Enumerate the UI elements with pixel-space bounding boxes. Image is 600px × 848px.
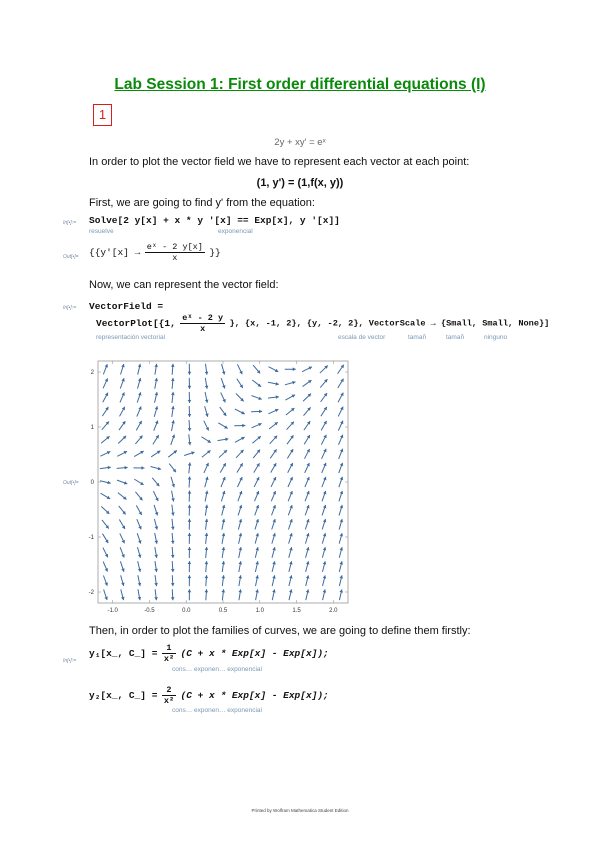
in-label-2: In[•]:= (63, 305, 77, 311)
solve-output-left: {{y'[x] → (89, 247, 141, 258)
y2-fraction (162, 685, 176, 706)
solve-output-den: x (172, 253, 178, 263)
y1-den: x² (163, 654, 175, 664)
vectorplot-frac-den: x (200, 324, 206, 334)
x-tick-label: -1.0 (107, 608, 118, 614)
x-tick-label: 0.0 (182, 608, 191, 614)
page-title: Lab Session 1: First order differential equations (I) (114, 76, 486, 93)
y2-hints: cons… exponen… exponencial (172, 707, 262, 714)
y1-rhs: (C + x * Exp[x] - Exp[x]); (180, 648, 329, 659)
x-tick-label: -0.5 (144, 608, 155, 614)
y-tick-label: -2 (88, 590, 94, 596)
solve-output-fraction (145, 242, 205, 263)
solve-output-num: eˣ - 2 y[x] (146, 242, 203, 252)
vp-hint-size-1: tamañ (408, 334, 427, 341)
text-find-y-prime: First, we are going to find y' from the equation: (89, 197, 315, 209)
main-equation: 2y + xy' = eˣ (274, 137, 326, 148)
y-tick-label: 1 (90, 425, 94, 431)
solve-input-cell[interactable]: Solve[2 y[x] + x * y '[x] == Exp[x], y '[x]] (89, 215, 340, 226)
out-label: Out[•]= (63, 254, 79, 260)
y2-lhs: y₂[x_, C_] = (89, 690, 158, 701)
vector-equation: (1, y') = (1,f(x, y)) (256, 177, 344, 189)
solve-hint: resuelve (89, 228, 114, 235)
section-number-box: 1 (93, 104, 112, 126)
y1-lhs: y₁[x_, C_] = (89, 648, 158, 659)
x-tick-label: 1.0 (255, 608, 264, 614)
text-vector-field-intro: In order to plot the vector field we have to represent each vector at each point: (89, 156, 470, 168)
y2-den: x² (163, 696, 175, 706)
vectorplot-code-a: VectorPlot[{1, (96, 318, 176, 329)
vp-hint-representation: representación vectorial (96, 334, 166, 341)
solve-output-cell (89, 242, 221, 263)
vectorfield-assign[interactable]: VectorField = (89, 301, 164, 312)
text-represent-field: Now, we can represent the vector field: (89, 279, 279, 291)
y2-definition-cell[interactable] (89, 685, 329, 706)
y-tick-label: 0 (90, 480, 94, 486)
y2-rhs: (C + x * Exp[x] - Exp[x]); (180, 690, 329, 701)
y2-num: 2 (162, 685, 176, 696)
y-tick-label: 2 (90, 370, 94, 376)
vectorplot-fraction (180, 313, 225, 334)
y-tick-label: -1 (88, 535, 94, 541)
y1-hints: cons… exponen… exponencial (172, 666, 262, 673)
text-define-families: Then, in order to plot the families of curves, we are going to define them firstly: (89, 625, 471, 637)
vector-field-plot[interactable] (82, 355, 352, 620)
vectorplot-frac-num: eˣ - 2 y (182, 313, 224, 323)
solve-output-right: }} (209, 247, 221, 258)
vp-hint-size-2: tamañ (446, 334, 465, 341)
vp-hint-none: ninguno (484, 334, 508, 341)
footer-printed-by: Printed by Wolfram Mathematica Student Edition (251, 808, 349, 813)
in-label-3: In[•]:= (63, 658, 77, 664)
y1-definition-cell[interactable] (89, 643, 329, 664)
y1-num: 1 (162, 643, 176, 654)
x-tick-label: 1.5 (292, 608, 301, 614)
exp-hint: exponencial (218, 228, 253, 235)
vp-hint-scale: escala de vector (338, 334, 386, 341)
out-label-2: Out[•]= (63, 480, 79, 486)
x-tick-label: 0.5 (218, 608, 228, 614)
vectorplot-code-b: }, {x, -1, 2}, {y, -2, 2}, VectorScale → {Small, Small, None}] (229, 318, 550, 329)
y1-fraction (162, 643, 176, 664)
in-label: In[•]:= (63, 220, 77, 226)
vectorplot-input-cell[interactable] (96, 313, 549, 334)
x-tick-label: 2.0 (329, 608, 338, 614)
